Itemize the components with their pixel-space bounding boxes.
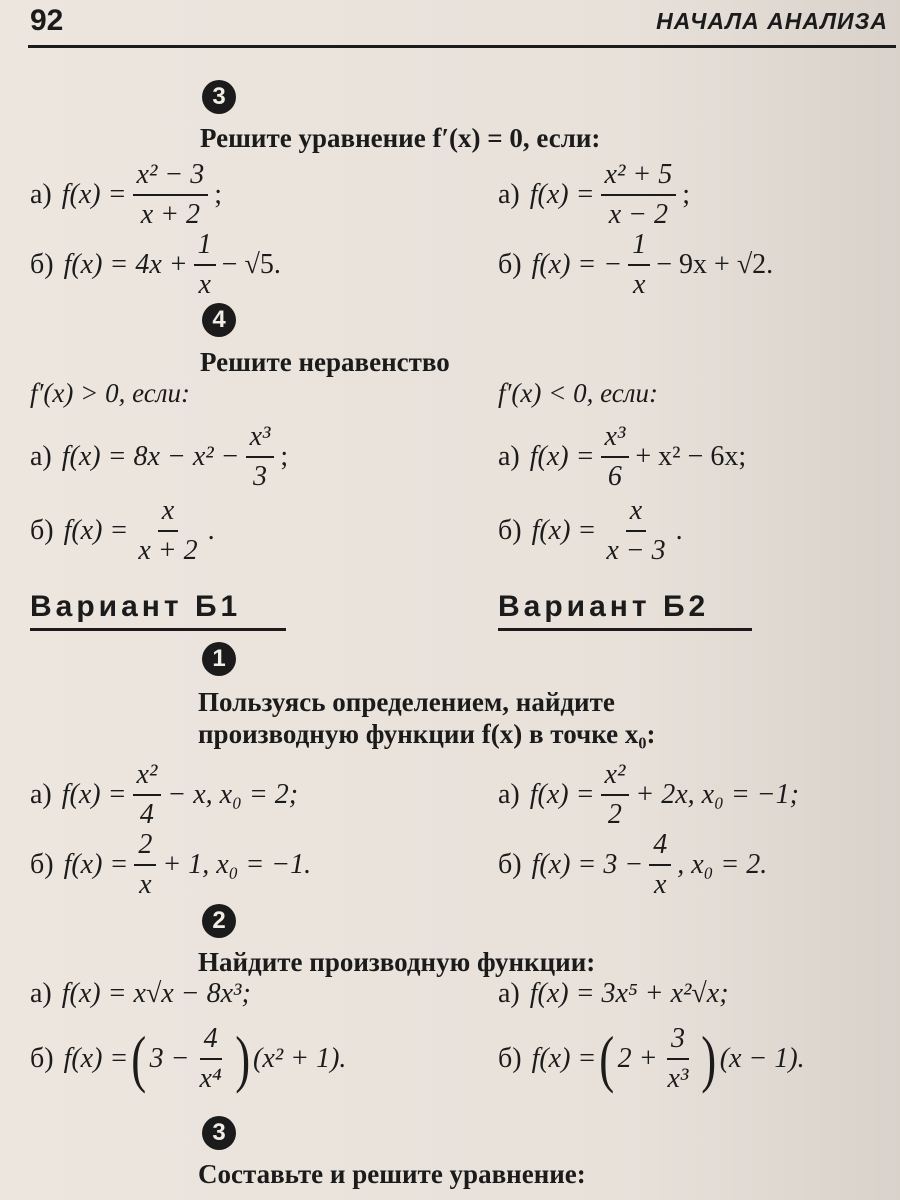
item-lhs: f(x) =: [63, 1043, 129, 1074]
fraction: [602, 494, 669, 568]
exercise-item: [498, 758, 799, 832]
exercise-item: [498, 494, 683, 568]
exercise-item: [30, 158, 222, 232]
numerator: 4: [200, 1022, 222, 1060]
task-prompt: Найдите производную функции:: [198, 947, 596, 977]
item-lhs: f(x) =: [61, 179, 127, 210]
numerator: x³: [601, 420, 630, 458]
item-lhs: f(x) =: [63, 849, 129, 880]
exercise-item: [498, 158, 690, 232]
item-tail: ;: [214, 179, 223, 210]
numerator: 4: [649, 828, 671, 866]
item-lhs: f(x) =: [63, 515, 129, 546]
item-lhs: f(x) =: [529, 179, 595, 210]
item-tail: , x₀ = 2.: [677, 849, 768, 880]
condition-right: f′(x) < 0, если:: [498, 378, 658, 408]
exercise-item: [30, 494, 215, 568]
task-number-badge: 3: [202, 80, 236, 114]
task-number-badge: 1: [202, 642, 236, 676]
item-tail: − √5.: [221, 249, 281, 280]
numerator: x²: [601, 758, 630, 796]
denominator: x⁴: [199, 1063, 222, 1094]
exercise-item: [30, 828, 311, 902]
item-lhs: f(x) =: [529, 779, 595, 810]
item-tail: (x − 1).: [719, 1043, 805, 1074]
item-label: б): [30, 515, 54, 546]
item-tail: .: [207, 515, 215, 546]
item-tail: + x² − 6x;: [635, 441, 747, 472]
numerator: x² + 5: [601, 158, 677, 196]
numerator: 2: [134, 828, 156, 866]
item-tail: (x² + 1).: [253, 1043, 347, 1074]
item-lhs: f(x) = −: [531, 249, 623, 280]
task-prompt: Составьте и решите уравнение:: [198, 1159, 586, 1189]
item-prefix: 3 −: [149, 1043, 190, 1074]
fraction: [664, 1022, 693, 1096]
item-lhs: f(x) =: [531, 515, 597, 546]
numerator: x²: [133, 758, 162, 796]
item-expression: f(x) = 3x⁵ + x²√x;: [529, 978, 729, 1009]
fraction: [601, 420, 630, 494]
denominator: 2: [607, 799, 622, 830]
denominator: x + 2: [140, 199, 201, 230]
item-tail: ;: [682, 179, 691, 210]
fraction: [134, 494, 201, 568]
running-title: НАЧАЛА АНАЛИЗА: [656, 8, 888, 34]
fraction: [196, 1022, 226, 1096]
item-lhs: f(x) = 3 −: [531, 849, 644, 880]
item-lhs: f(x) =: [531, 1043, 597, 1074]
task-prompt: Решите уравнение f′(x) = 0, если:: [200, 123, 601, 153]
denominator: x + 2: [138, 535, 198, 566]
variant-rule-left: [30, 628, 286, 631]
right-paren: ): [234, 1023, 250, 1094]
item-label: б): [498, 515, 522, 546]
item-lhs: f(x) =: [61, 779, 127, 810]
exercise-item: [30, 420, 288, 494]
numerator: 1: [194, 228, 216, 266]
exercise-item: [498, 420, 746, 494]
numerator: 3: [667, 1022, 689, 1060]
exercise-item: [30, 758, 298, 832]
item-label: б): [30, 249, 54, 280]
denominator: x − 3: [606, 535, 666, 566]
task-prompt: Пользуясь определением, найдите: [198, 687, 615, 717]
denominator: x: [198, 269, 211, 300]
fraction: [194, 228, 216, 302]
item-prefix: 2 +: [617, 1043, 658, 1074]
item-lhs: f(x) =: [529, 441, 595, 472]
fraction: [601, 758, 630, 832]
exercise-item: [498, 1022, 805, 1096]
item-label: а): [498, 779, 520, 810]
item-lhs: f(x) = 8x − x² −: [61, 441, 240, 472]
item-lhs: f(x) = 4x +: [63, 249, 188, 280]
item-label: а): [30, 179, 52, 210]
right-paren: ): [701, 1023, 717, 1094]
denominator: x³: [667, 1063, 689, 1094]
variant-rule-right: [498, 628, 752, 631]
fraction: [133, 158, 209, 232]
exercise-item: [30, 1022, 346, 1096]
item-label: б): [498, 849, 522, 880]
exercise-item: [498, 228, 773, 302]
item-tail: + 2x, x₀ = −1;: [635, 779, 799, 810]
task-number-badge: 4: [202, 303, 236, 337]
condition-left: f′(x) > 0, если:: [30, 378, 190, 408]
item-label: а): [30, 779, 52, 810]
fraction: [649, 828, 671, 902]
item-label: б): [30, 849, 54, 880]
page-number: 92: [30, 4, 64, 37]
variant-heading-right: Вариант Б2: [498, 590, 710, 623]
numerator: x² − 3: [133, 158, 209, 196]
fraction: [133, 758, 162, 832]
item-label: б): [498, 1043, 522, 1074]
denominator: x: [654, 869, 667, 900]
item-tail: − x, x₀ = 2;: [167, 779, 299, 810]
item-label: б): [30, 1043, 54, 1074]
item-tail: − 9x + √2.: [656, 249, 774, 280]
exercise-item: [498, 978, 729, 1010]
item-tail: + 1, x₀ = −1.: [162, 849, 312, 880]
fraction: [628, 228, 650, 302]
exercise-item: [498, 828, 767, 902]
task-prompt: Решите неравенство: [200, 347, 450, 377]
denominator: x: [633, 269, 646, 300]
numerator: 1: [628, 228, 650, 266]
item-label: а): [498, 179, 520, 210]
left-paren: (: [131, 1023, 147, 1094]
task-number-badge: 3: [202, 1116, 236, 1150]
item-label: а): [498, 441, 520, 472]
denominator: 6: [607, 461, 622, 492]
item-tail: .: [675, 515, 683, 546]
item-label: а): [30, 978, 52, 1009]
denominator: 4: [139, 799, 154, 830]
item-tail: ;: [280, 441, 289, 472]
left-paren: (: [599, 1023, 615, 1094]
numerator: x: [626, 494, 646, 532]
task-prompt: производную функции f(x) в точке x₀:: [198, 719, 656, 749]
fraction: [134, 828, 156, 902]
item-label: б): [498, 249, 522, 280]
item-label: а): [498, 978, 520, 1009]
exercise-item: [30, 228, 281, 302]
item-label: а): [30, 441, 52, 472]
denominator: x: [139, 869, 152, 900]
variant-heading-left: Вариант Б1: [30, 590, 242, 623]
numerator: x³: [246, 420, 275, 458]
denominator: 3: [252, 461, 267, 492]
header-rule: [28, 45, 896, 48]
fraction: [246, 420, 275, 494]
denominator: x − 2: [608, 199, 669, 230]
numerator: x: [158, 494, 178, 532]
fraction: [601, 158, 677, 232]
exercise-item: [30, 978, 251, 1010]
task-number-badge: 2: [202, 904, 236, 938]
item-expression: f(x) = x√x − 8x³;: [61, 978, 251, 1009]
